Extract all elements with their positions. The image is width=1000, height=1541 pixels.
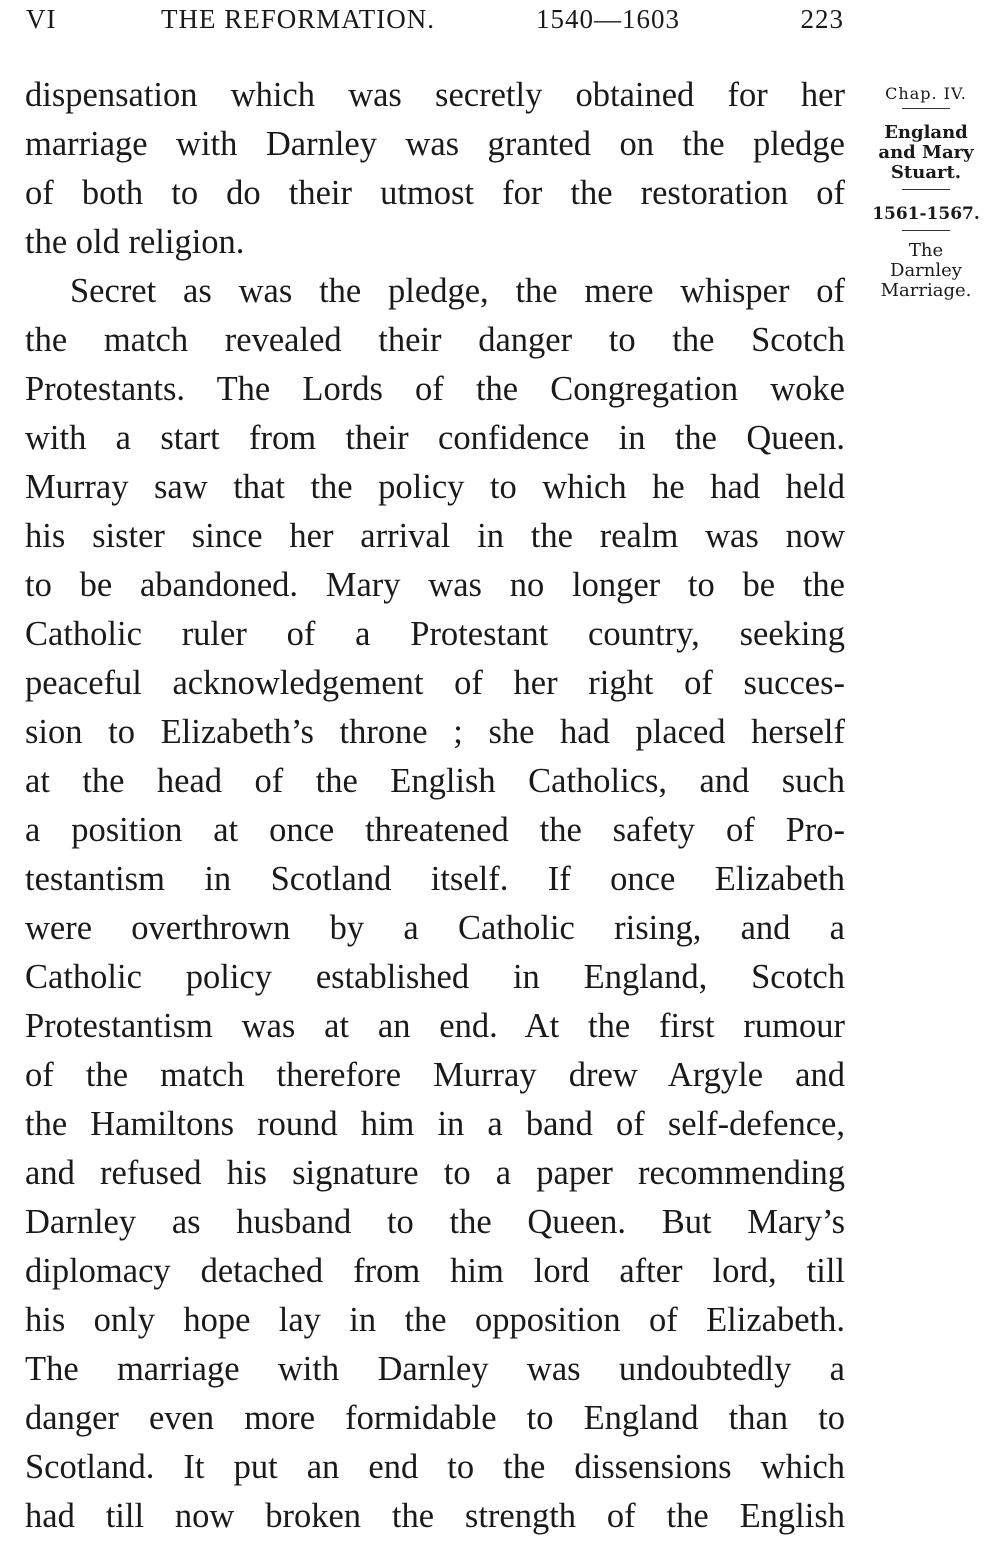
text-line: Secret as was the pledge, the mere whisper of <box>70 272 845 310</box>
running-head-section: VI <box>26 4 57 34</box>
text-line: a position at once threatened the safety of Pro- <box>25 811 845 849</box>
running-head-dates: 1540—1603 <box>536 4 680 34</box>
margin-divider <box>902 189 950 190</box>
text-line: the match revealed their danger to the Scotch <box>25 321 845 359</box>
text-line: diplomacy detached from him lord after lord, till <box>25 1252 845 1290</box>
text-line: his only hope lay in the opposition of Elizabeth. <box>25 1301 845 1339</box>
text-line: testantism in Scotland itself. If once Elizabeth <box>25 860 845 898</box>
text-line: dispensation which was secretly obtained for her <box>25 76 845 114</box>
margin-notes <box>860 84 992 301</box>
main-text <box>25 71 845 1541</box>
margin-chapter: Chap. IV. <box>885 84 967 103</box>
text-line: Darnley as husband to the Queen. But Mary’s <box>25 1203 845 1241</box>
text-line: sion to Elizabeth’s throne ; she had placed herself <box>25 713 845 751</box>
text-line: were overthrown by a Catholic rising, and a <box>25 909 845 947</box>
text-line: Scotland. It put an end to the dissensions which <box>25 1448 845 1486</box>
running-head <box>26 2 844 38</box>
text-line: of both to do their utmost for the restoration of <box>25 174 845 212</box>
text-line: his sister since her arrival in the realm was now <box>25 517 845 555</box>
text-line: Protestantism was at an end. At the first rumour <box>25 1007 845 1045</box>
text-line: the old religion. <box>25 223 245 261</box>
margin-subject-line: England <box>884 122 968 143</box>
text-line: Catholic ruler of a Protestant country, seeking <box>25 615 845 653</box>
margin-topic-line: The <box>908 240 944 261</box>
text-line: marriage with Darnley was granted on the pledge <box>25 125 845 163</box>
text-line: at the head of the English Catholics, and such <box>25 762 845 800</box>
margin-topic <box>860 241 992 301</box>
margin-topic-line: Darnley <box>890 260 962 281</box>
text-line: had till now broken the strength of the English <box>25 1497 845 1535</box>
margin-subject-line: Stuart. <box>890 162 962 183</box>
text-line: to be abandoned. Mary was no longer to be the <box>25 566 845 604</box>
text-line: of the match therefore Murray drew Argyle and <box>25 1056 845 1094</box>
text-line: Catholic policy established in England, Scotch <box>25 958 845 996</box>
text-line: the Hamiltons round him in a band of self-defence, <box>25 1105 845 1143</box>
margin-subject <box>860 123 992 183</box>
text-line: peaceful acknowledgement of her right of succes- <box>25 664 845 702</box>
paragraph-2 <box>25 267 845 1541</box>
page-number: 223 <box>800 4 844 34</box>
margin-topic-line: Marriage. <box>880 280 972 301</box>
text-line: danger even more formidable to England than to <box>25 1399 845 1437</box>
paragraph-1 <box>25 71 845 267</box>
text-line: The marriage with Darnley was undoubtedly a <box>25 1350 845 1388</box>
margin-dates: 1561-1567. <box>872 204 980 224</box>
text-line: Murray saw that the policy to which he had held <box>25 468 845 506</box>
margin-divider <box>902 108 950 109</box>
text-line: and refused his signature to a paper recommending <box>25 1154 845 1192</box>
text-line: with a start from their confidence in the Queen. <box>25 419 845 457</box>
running-head-title: THE REFORMATION. <box>161 4 436 34</box>
margin-divider <box>902 230 950 231</box>
text-line: Protestants. The Lords of the Congregation woke <box>25 370 845 408</box>
margin-subject-line: and Mary <box>878 142 974 163</box>
